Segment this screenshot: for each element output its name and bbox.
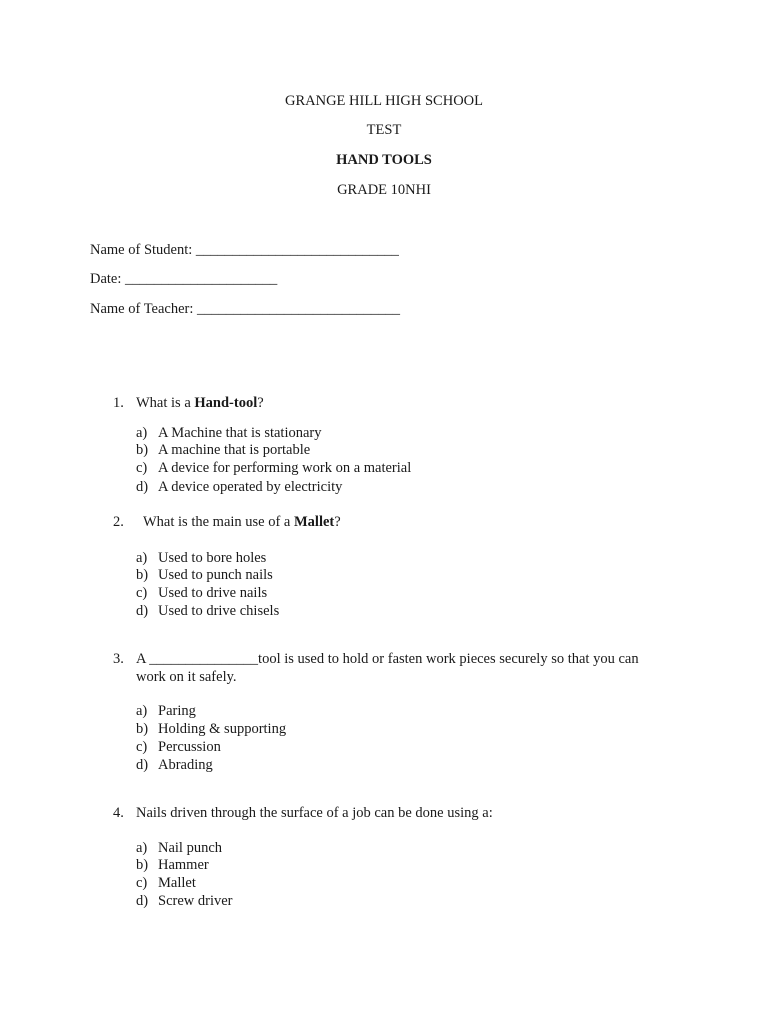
question-number: 4. (113, 805, 124, 821)
question-text-line-1: A _______________tool is used to hold or fasten work pieces securely so that you can (136, 651, 639, 667)
question-number: 2. (113, 514, 124, 530)
question-number: 3. (113, 651, 124, 667)
grade-label: GRADE 10NHI (337, 182, 431, 198)
question-number: 1. (113, 395, 124, 411)
subject-title: HAND TOOLS (336, 152, 432, 168)
date-field: Date: _____________________ (90, 271, 278, 287)
question-text: What is the main use of a Mallet? (143, 514, 341, 530)
question-text-line-2: work on it safely. (136, 669, 237, 685)
question-text: What is a Hand-tool? (136, 395, 264, 411)
student-name-field: Name of Student: ____________________________ (90, 242, 399, 258)
test-label: TEST (366, 122, 402, 138)
question-text: Nails driven through the surface of a job can be done using a: (136, 805, 493, 821)
school-name: GRANGE HILL HIGH SCHOOL (284, 93, 483, 109)
test-page: GRANGE HILL HIGH SCHOOL TEST HAND TOOLS GRADE 10NHI Name of Student: ____________________________ Date: _____________________ Name of Teacher: ____________________________ 1. What is a Hand-tool? a) A Machine that is stationary b) A machine that is portable c) A device for performing work on a material d) A device operated by electricity 2. What is the main use of a Mallet? a) Used to bore holes b) Used to punch nails c) Used to drive nails d) Used to drive chisels 3. A _______________tool is used to hold or fasten work pieces securely so that you can work on it safely. a) Paring b) Holding & supporting c) Percussion d) Abrading 4. Nails driven through the surface of a job can be done using a: a) Nail punch b) Hammer c) Mallet d) Screw driver (0, 0, 768, 1024)
teacher-name-field: Name of Teacher: ____________________________ (90, 301, 401, 317)
